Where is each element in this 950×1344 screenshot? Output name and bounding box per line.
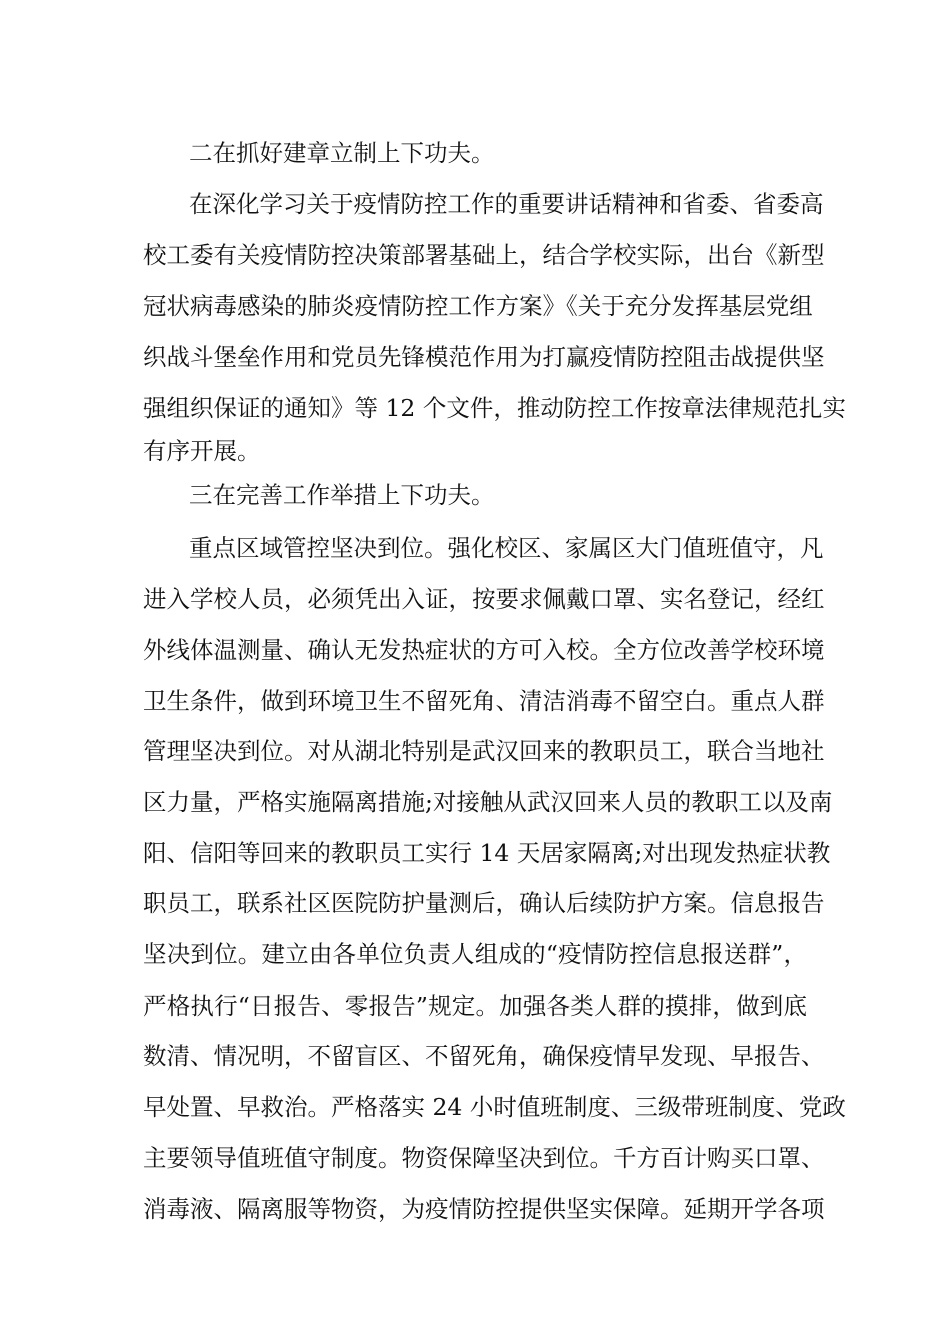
paragraph-line: 严格执行“日报告、零报告”规定。加强各类人群的摸排，做到底 <box>143 992 807 1020</box>
paragraph-line: 重点区域管控坚决到位。强化校区、家属区大门值班值守，凡 <box>189 534 824 562</box>
paragraph-line: 管理坚决到位。对从湖北特别是武汉回来的教职员工，联合当地社 <box>143 737 825 765</box>
paragraph-line: 进入学校人员，必须凭出入证，按要求佩戴口罩、实名登记，经红 <box>143 585 825 613</box>
paragraph-line: 消毒液、隔离服等物资，为疫情防控提供坚实保障。延期开学各项 <box>143 1195 825 1223</box>
paragraph-line: 早处置、早救治。严格落实 24 小时值班制度、三级带班制度、党政 <box>143 1093 846 1121</box>
paragraph-line: 阳、信阳等回来的教职员工实行 14 天居家隔离;对出现发热症状教 <box>143 839 831 867</box>
paragraph-line: 主要领导值班值守制度。物资保障坚决到位。千方百计购买口罩、 <box>143 1144 825 1172</box>
paragraph-line: 坚决到位。建立由各单位负责人组成的“疫情防控信息报送群”， <box>143 940 807 968</box>
paragraph-line: 冠状病毒感染的肺炎疫情防控工作方案》《关于充分发挥基层党组 <box>143 292 813 320</box>
paragraph-line: 卫生条件，做到环境卫生不留死角、清洁消毒不留空白。重点人群 <box>143 687 825 715</box>
section-heading-3: 三在完善工作举措上下功夫。 <box>189 481 495 509</box>
section-heading-2: 二在抓好建章立制上下功夫。 <box>189 139 495 167</box>
paragraph-line: 织战斗堡垒作用和党员先锋模范作用为打赢疫情防控阻击战提供坚 <box>143 343 825 371</box>
paragraph-line: 区力量，严格实施隔离措施;对接触从武汉回来人员的教职工以及南 <box>143 788 833 816</box>
paragraph-line: 强组织保证的通知》等 12 个文件，推动防控工作按章法律规范扎实 <box>143 394 846 422</box>
paragraph-line: 职员工，联系社区医院防护量测后，确认后续防护方案。信息报告 <box>143 889 825 917</box>
paragraph-line: 有序开展。 <box>143 437 261 465</box>
paragraph-line: 外线体温测量、确认无发热症状的方可入校。全方位改善学校环境 <box>143 636 825 664</box>
paragraph-line: 数清、情况明，不留盲区、不留死角，确保疫情早发现、早报告、 <box>143 1042 825 1070</box>
paragraph-line: 校工委有关疫情防控决策部署基础上，结合学校实际，出台《新型 <box>143 241 825 269</box>
paragraph-line: 在深化学习关于疫情防控工作的重要讲话精神和省委、省委高 <box>189 190 824 218</box>
